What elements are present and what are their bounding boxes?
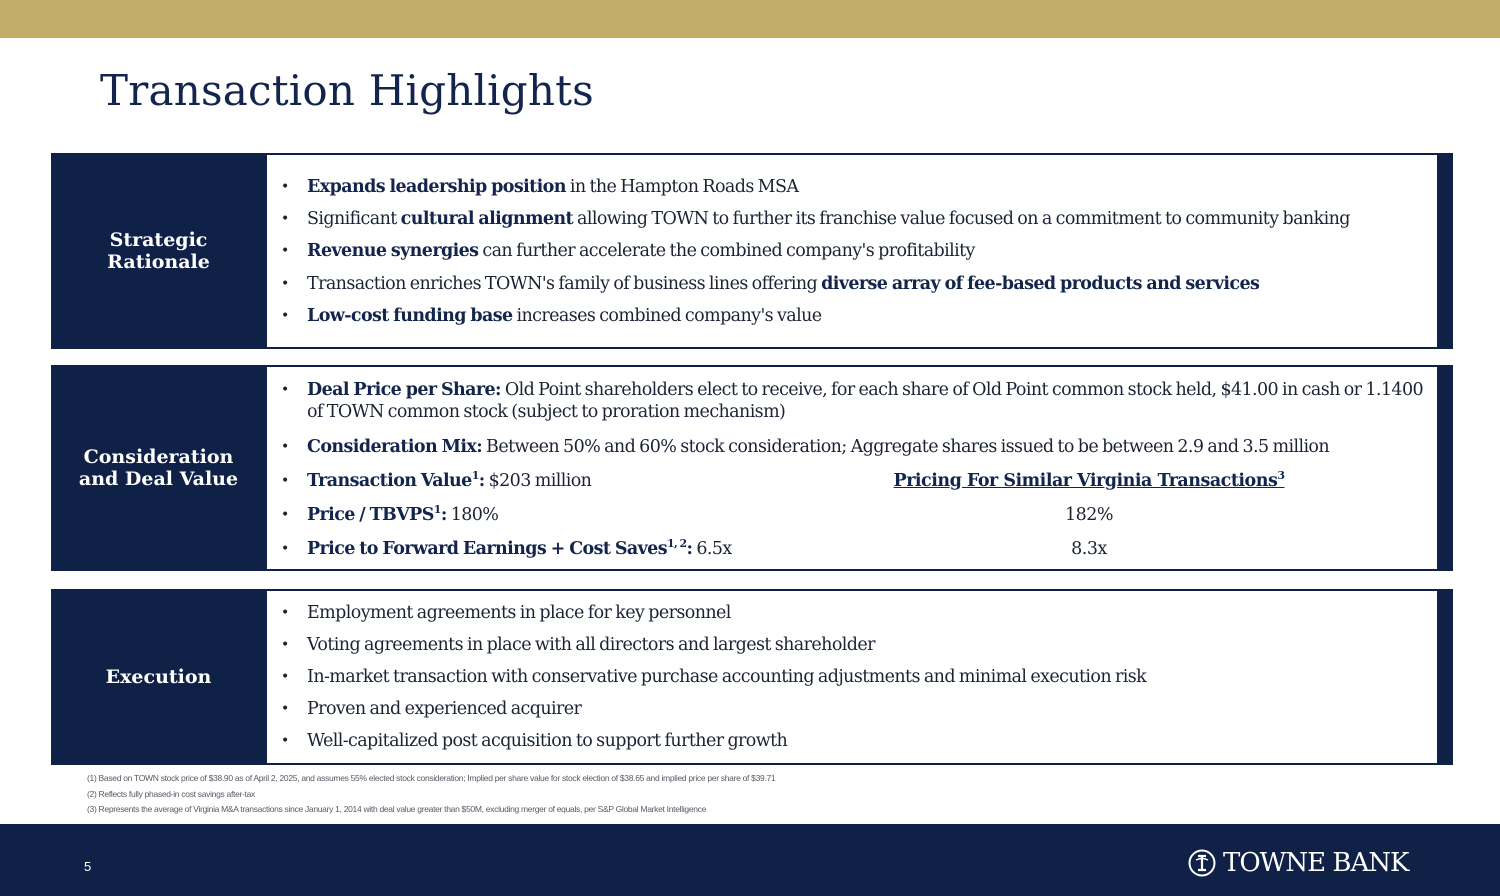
comparison-tbvps-value: 182% bbox=[1064, 505, 1114, 525]
top-gold-bar bbox=[0, 0, 1500, 38]
consideration-panel bbox=[51, 365, 1453, 571]
comparison-heading: Pricing For Similar Virginia Transactions$^3$ bbox=[893, 469, 1285, 491]
bullet-item: • Consideration Mix: Between 50% and 60% stock consideration; Aggregate shares issued to be between 2.9 and 3.5 million bbox=[307, 436, 1437, 458]
execution-panel bbox=[51, 589, 1453, 765]
strategic-rationale-label: Strategic Rationale bbox=[107, 229, 210, 273]
bullet-item: • Employment agreements in place for key personnel bbox=[307, 602, 1437, 624]
bullet-item: • Proven and experienced acquirer bbox=[307, 698, 1437, 720]
strategic-rationale-panel bbox=[51, 153, 1453, 349]
bullet-item: • Low-cost funding base increases combined company's value bbox=[307, 305, 1437, 327]
page-title: Transaction Highlights bbox=[100, 66, 594, 115]
execution-label: Execution bbox=[105, 666, 212, 688]
footnote: (2) Reflects fully phased-in cost savings after-tax bbox=[87, 789, 255, 799]
bullet-item: • Deal Price per Share: Old Point shareholders elect to receive, for each share of Old Point common stock held, $41.00 in cash or 1.1400 of TOWN common stock (subject to proration mechanism) bbox=[307, 379, 1437, 423]
footnote: (1) Based on TOWN stock price of $38.90 as of April 2, 2025, and assumes 55% elected stock consideration; Implied per share value for stock election of $38.65 and implied price per share of $39.71 bbox=[87, 773, 776, 783]
towne-bank-logo bbox=[1187, 846, 1408, 880]
brand-wordmark: TOWNE BANK bbox=[1223, 848, 1409, 878]
bullet-item: • Expands leadership position in the Hampton Roads MSA bbox=[307, 176, 1437, 198]
execution-content bbox=[267, 591, 1437, 763]
bullet-item: • Price / TBVPS$^1$: 180% bbox=[307, 504, 1437, 526]
footer-bar bbox=[0, 824, 1500, 896]
footnote: (3) Represents the average of Virginia M&A transactions since January 1, 2014 with deal value greater than $50M, excluding merger of equals, per S&P Global Market Intelligence bbox=[87, 804, 707, 814]
bullet-item: • In-market transaction with conservative purchase accounting adjustments and minimal execution risk bbox=[307, 666, 1437, 688]
comparison-fwd-value: 8.3x bbox=[1071, 539, 1107, 559]
consideration-label: Consideration and Deal Value bbox=[78, 446, 239, 490]
bullet-item: • Price to Forward Earnings + Cost Saves$^{1, 2}$: 6.5x bbox=[307, 538, 1437, 560]
bullet-item: • Well-capitalized post acquisition to support further growth bbox=[307, 730, 1437, 752]
bullet-item: • Voting agreements in place with all directors and largest shareholder bbox=[307, 634, 1437, 656]
bullet-item: • Significant cultural alignment allowing TOWN to further its franchise value focused on a commitment to community banking bbox=[307, 208, 1437, 230]
bullet-item: • Transaction Value$^1$: $203 million bbox=[307, 470, 1437, 492]
bullet-item: • Transaction enriches TOWN's family of business lines offering diverse array of fee-based products and services bbox=[307, 273, 1437, 295]
consideration-content bbox=[267, 367, 1437, 569]
bullet-item: • Revenue synergies can further accelerate the combined company's profitability bbox=[307, 240, 1437, 262]
strategic-rationale-content bbox=[267, 155, 1437, 347]
page-number: 5 bbox=[84, 859, 92, 874]
towne-bank-emblem-icon bbox=[1187, 848, 1217, 878]
